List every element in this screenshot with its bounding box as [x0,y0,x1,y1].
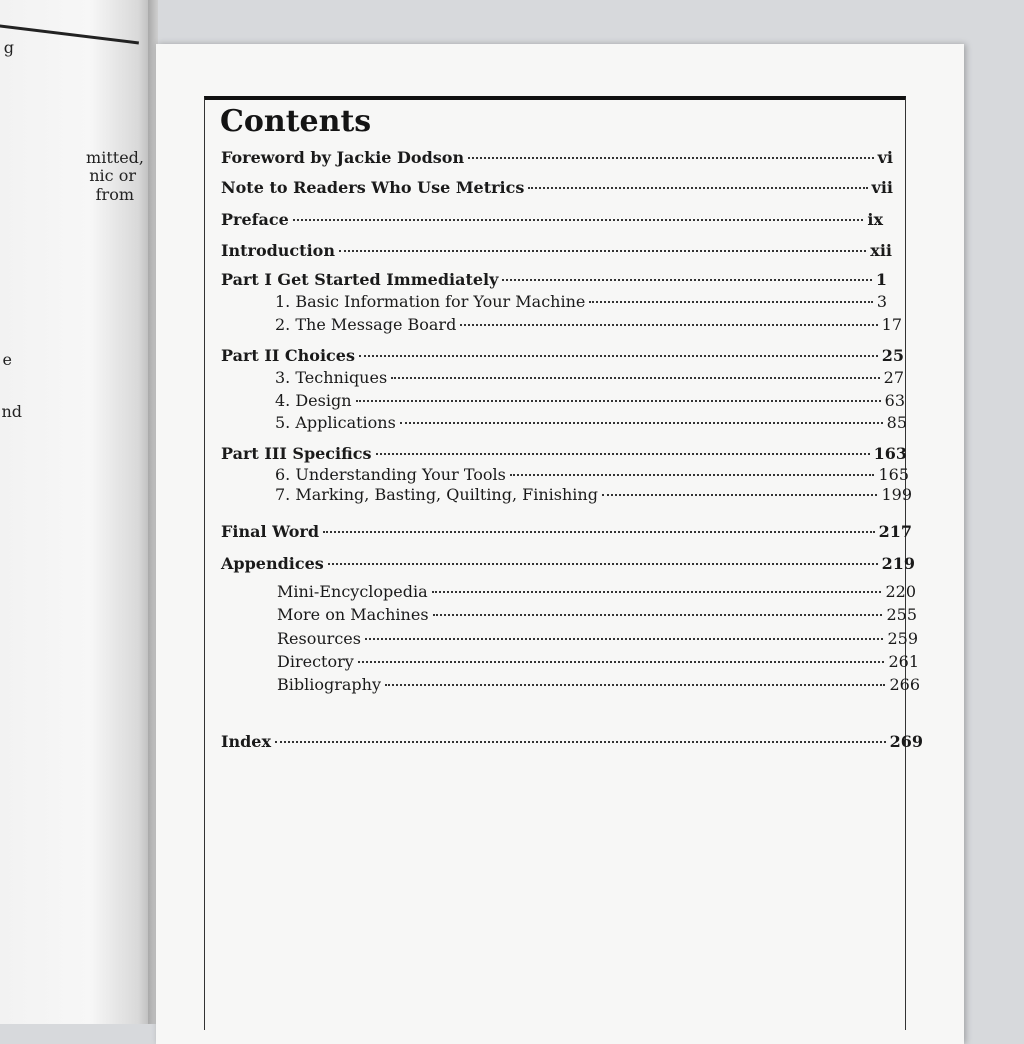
dot-leader [328,563,878,565]
dot-leader [356,400,881,402]
toc-page [156,44,964,1044]
toc-entry-page: 266 [889,675,920,694]
toc-entry [221,241,892,261]
toc-entry-label: Part III Specifics [221,444,372,463]
left-page-fragment: nd [1,402,22,421]
toc-entry-label: Directory [277,652,354,671]
toc-entry-page: vi [877,148,893,167]
left-page-fragment: mitted, [86,148,144,167]
left-page-fragment: e [2,350,12,369]
toc-entry-label: Part I Get Started Immediately [221,270,499,289]
toc-entry-label: 7. Marking, Basting, Quilting, Finishing [275,485,598,504]
dot-leader [365,638,884,640]
toc-entry [275,368,904,388]
toc-entry-page: ix [867,210,883,229]
toc-entry-page: 219 [881,554,915,573]
toc-entry-label: 2. The Message Board [275,315,457,334]
toc-entry-page: 63 [884,391,905,410]
toc-entry [275,292,887,312]
dot-leader [602,494,877,496]
toc-entry [277,652,919,672]
toc-entry-label: Resources [277,629,361,648]
toc-entry-page: 3 [876,292,887,311]
toc-entry [277,629,918,649]
toc-entry [277,582,916,602]
dot-leader [339,250,866,252]
dot-leader [293,219,864,221]
toc-entry-page: 261 [888,652,919,671]
toc-entry [221,346,904,366]
left-page-fragment: from [95,185,134,204]
toc-entry [277,675,920,695]
toc-entry [275,465,909,485]
toc-entry-label: 5. Applications [275,413,396,432]
toc-entry-label: Final Word [221,522,320,541]
dot-leader [432,591,882,593]
toc-entry-page: 199 [881,485,912,504]
toc-entry [275,391,905,411]
toc-entry-label: Mini-Encyclopedia [277,582,428,601]
toc-entry [221,554,915,574]
toc-entry-label: 1. Basic Information for Your Machine [275,292,586,311]
toc-entry-label: Index [221,732,272,751]
dot-leader [468,157,874,159]
toc-entry-label: 3. Techniques [275,368,388,387]
toc-entry-label: Part II Choices [221,346,355,365]
toc-entry-label: Introduction [221,241,335,260]
left-page-rule [0,22,139,44]
toc-entry-page: 217 [878,522,912,541]
dot-leader [358,661,885,663]
left-page [0,0,150,1024]
toc-title: Contents [220,104,372,139]
dot-leader [376,453,870,455]
dot-leader [385,684,885,686]
toc-entry-label: 4. Design [275,391,352,410]
dot-leader [275,741,886,743]
dot-leader [323,531,875,533]
dot-leader [359,355,878,357]
toc-entry-label: 6. Understanding Your Tools [275,465,506,484]
dot-leader [400,422,883,424]
toc-entry-label: Note to Readers Who Use Metrics [221,178,525,197]
dot-leader [460,324,877,326]
toc-entry-page: 165 [878,465,909,484]
toc-entry-page: 269 [889,732,923,751]
toc-entry [221,178,893,198]
toc-entry-label: More on Machines [277,605,429,624]
dot-leader [391,377,879,379]
toc-entry-page: 1 [875,270,887,289]
toc-entry [221,732,923,752]
toc-entry [221,270,887,290]
toc-entry [221,210,883,230]
dot-leader [502,279,871,281]
dot-leader [433,614,883,616]
toc-entry-label: Foreword by Jackie Dodson [221,148,465,167]
toc-entry-label: Bibliography [277,675,381,694]
toc-entry-page: 27 [883,368,904,387]
toc-entry [275,485,912,505]
toc-entry [275,315,902,335]
toc-entry-page: 259 [887,629,918,648]
toc-entry [221,522,912,542]
toc-entry [275,413,907,433]
toc-entry-page: 85 [886,413,907,432]
toc-entry-page: 17 [881,315,902,334]
toc-entry-label: Preface [221,210,289,229]
dot-leader [510,474,875,476]
left-page-fragment: nic or [89,166,136,185]
toc-entry-page: 163 [873,444,907,463]
toc-entry-page: vii [871,178,893,197]
dot-leader [589,301,872,303]
toc-entry [277,605,917,625]
dot-leader [528,187,867,189]
toc-entry-page: 220 [885,582,916,601]
toc-entry-page: 255 [886,605,917,624]
toc-entry [221,148,893,168]
toc-entry-page: 25 [881,346,904,365]
left-page-fragment: g [3,38,14,57]
toc-entry [221,444,907,464]
toc-entry-label: Appendices [221,554,324,573]
toc-entry-page: xii [870,241,892,260]
